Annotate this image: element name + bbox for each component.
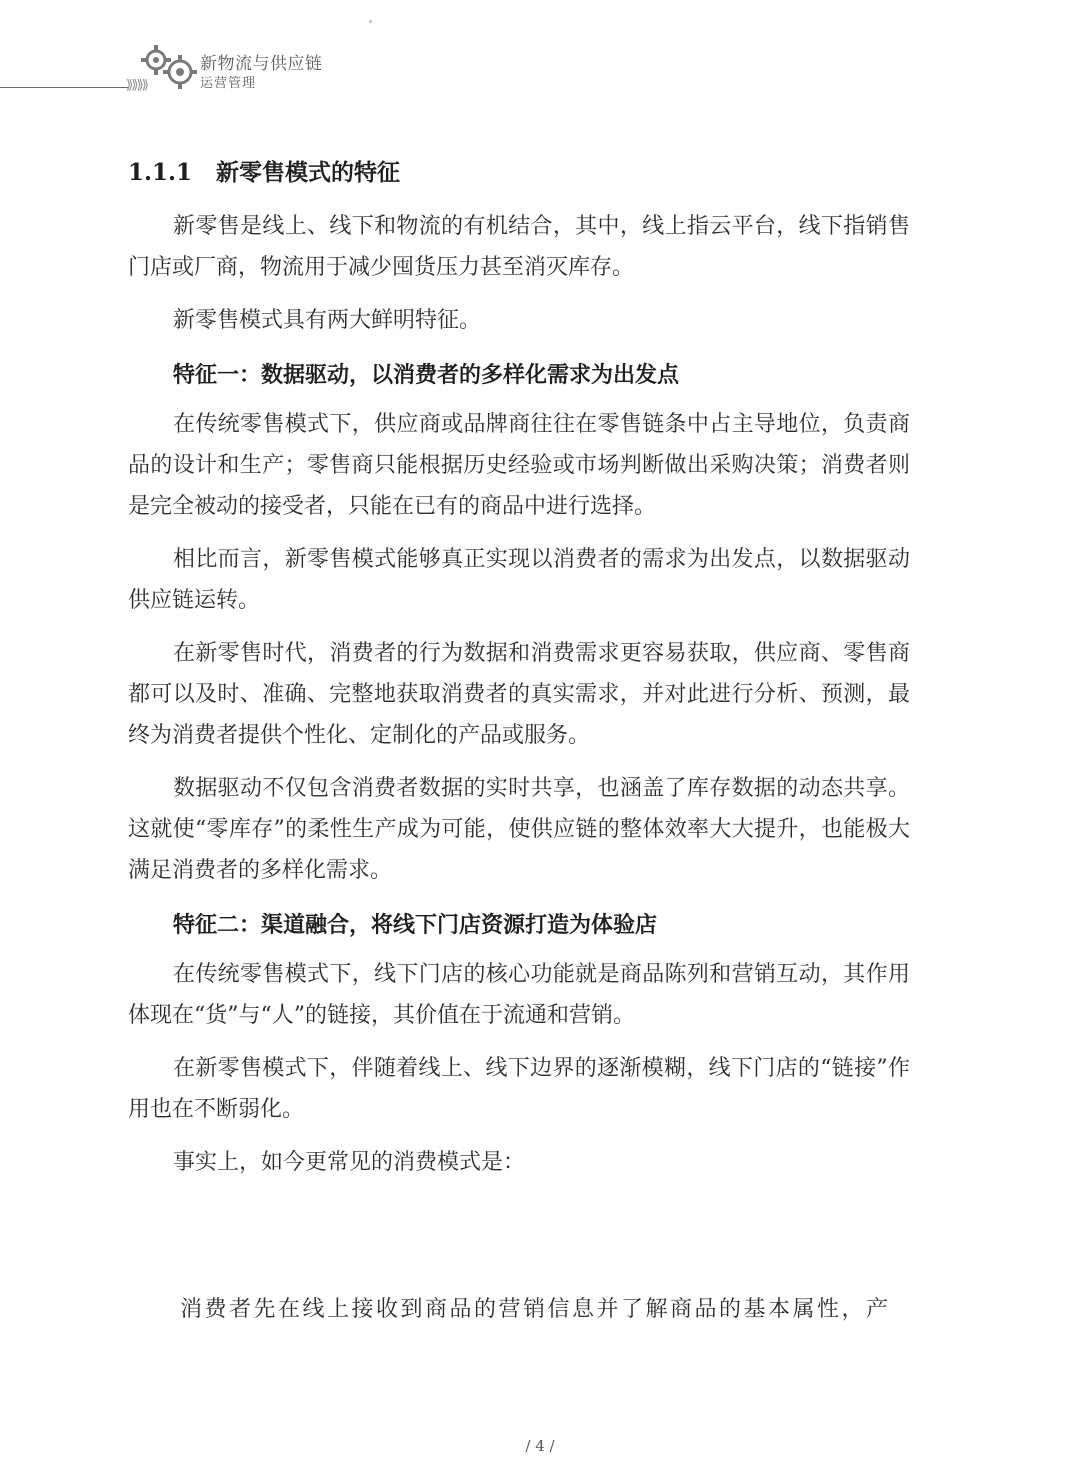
- page-number: / 4 /: [525, 1437, 555, 1455]
- section-heading: [128, 150, 910, 196]
- scan-speck: [369, 20, 372, 23]
- paragraph: 新零售模式具有两大鲜明特征。: [173, 308, 482, 333]
- paragraph: 在传统零售模式下，线下门店的核心功能就是商品陈列和营销互动，其作用体现在“货”与“人”的链接，其价值在于流通和营销。: [128, 962, 910, 1028]
- page-body: [128, 150, 910, 1195]
- running-header: [0, 0, 1080, 110]
- gears-icon: [136, 42, 198, 92]
- book-title: 新物流与供应链: [200, 54, 323, 74]
- quoted-consumption-mode: 消费者先在线上接收到商品的营销信息并了解商品的基本属性，产: [180, 1297, 891, 1322]
- header-rule: [0, 87, 128, 88]
- paragraph: 数据驱动不仅包含消费者数据的实时共享，也涵盖了库存数据的动态共享。这就使“零库存”的柔性生产成为可能，使供应链的整体效率大大提升，也能极大满足消费者的多样化需求。: [128, 776, 910, 883]
- feature-two-heading: 特征二：渠道融合，将线下门店资源打造为体验店: [173, 912, 658, 938]
- book-subtitle: 运营管理: [200, 76, 257, 91]
- feature-one-heading: 特征一：数据驱动，以消费者的多样化需求为出发点: [173, 362, 680, 388]
- paragraph: 在传统零售模式下，供应商或品牌商往往在零售链条中占主导地位，负责商品的设计和生产；零售商只能根据历史经验或市场判断做出采购决策；消费者则是完全被动的接受者，只能在已有的商品中进行选择。: [128, 412, 910, 519]
- header-chevrons: ⟫⟫⟫⟫: [126, 78, 147, 93]
- paragraph: 新零售是线上、线下和物流的有机结合，其中，线上指云平台，线下指销售门店或厂商，物流用于减少囤货压力甚至消灭库存。: [128, 214, 910, 280]
- section-number: 1.1.1: [128, 159, 193, 186]
- paragraph: 相比而言，新零售模式能够真正实现以消费者的需求为出发点，以数据驱动供应链运转。: [128, 547, 910, 613]
- paragraph: 在新零售时代，消费者的行为数据和消费需求更容易获取，供应商、零售商都可以及时、准确、完整地获取消费者的真实需求，并对此进行分析、预测，最终为消费者提供个性化、定制化的产品或服务。: [128, 641, 910, 748]
- paragraph: 在新零售模式下，伴随着线上、线下边界的逐渐模糊，线下门店的“链接”作用也在不断弱化。: [128, 1056, 910, 1122]
- paragraph: 事实上，如今更常见的消费模式是：: [173, 1150, 526, 1175]
- section-title: 新零售模式的特征: [216, 159, 401, 186]
